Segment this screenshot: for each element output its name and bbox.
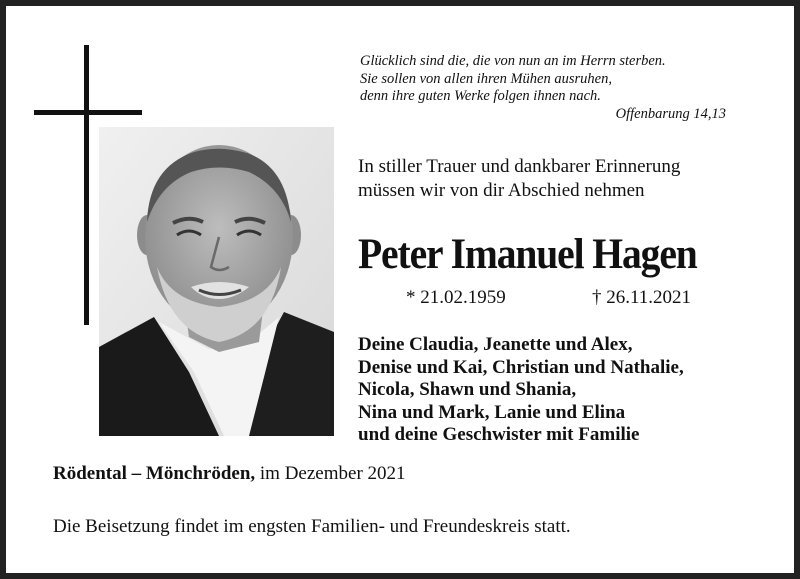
cross-horizontal-bar	[34, 110, 142, 115]
intro-line: müssen wir von dir Abschied nehmen	[358, 180, 645, 201]
verse-line: denn ihre guten Werke folgen ihnen nach.	[360, 88, 601, 104]
intro-line: In stiller Trauer und dankbarer Erinnerung	[358, 156, 681, 177]
intro-text	[358, 155, 680, 203]
mourner-line: Denise und Kai, Christian und Nathalie,	[358, 356, 684, 378]
death-date: † 26.11.2021	[592, 287, 692, 308]
verse-line: Glücklich sind die, die von nun an im Herrn sterben.	[360, 53, 666, 69]
funeral-note: Die Beisetzung findet im engsten Familien- und Freundeskreis statt.	[53, 516, 571, 537]
verse-reference: Offenbarung 14,13	[615, 105, 726, 122]
birth-date: * 21.02.1959	[406, 287, 506, 308]
cross-vertical-bar	[84, 45, 89, 325]
mourner-line: und deine Geschwister mit Familie	[358, 424, 640, 445]
mourner-line: Nicola, Shawn und Shania,	[358, 379, 577, 400]
deceased-name: Peter Imanuel Hagen	[358, 231, 697, 278]
place-and-date	[53, 463, 406, 485]
bible-verse	[360, 53, 726, 123]
place-date: im Dezember 2021	[259, 463, 406, 484]
mourner-line: Deine Claudia, Jeanette und Alex,	[358, 334, 633, 355]
mourners-list	[358, 334, 684, 447]
place-location: Rödental – Mönchröden,	[53, 463, 256, 484]
mourner-line: Nina und Mark, Lanie und Elina	[358, 401, 626, 423]
verse-line: Sie sollen von allen ihren Mühen ausruhen,	[360, 70, 612, 87]
portrait-photo	[99, 127, 334, 436]
